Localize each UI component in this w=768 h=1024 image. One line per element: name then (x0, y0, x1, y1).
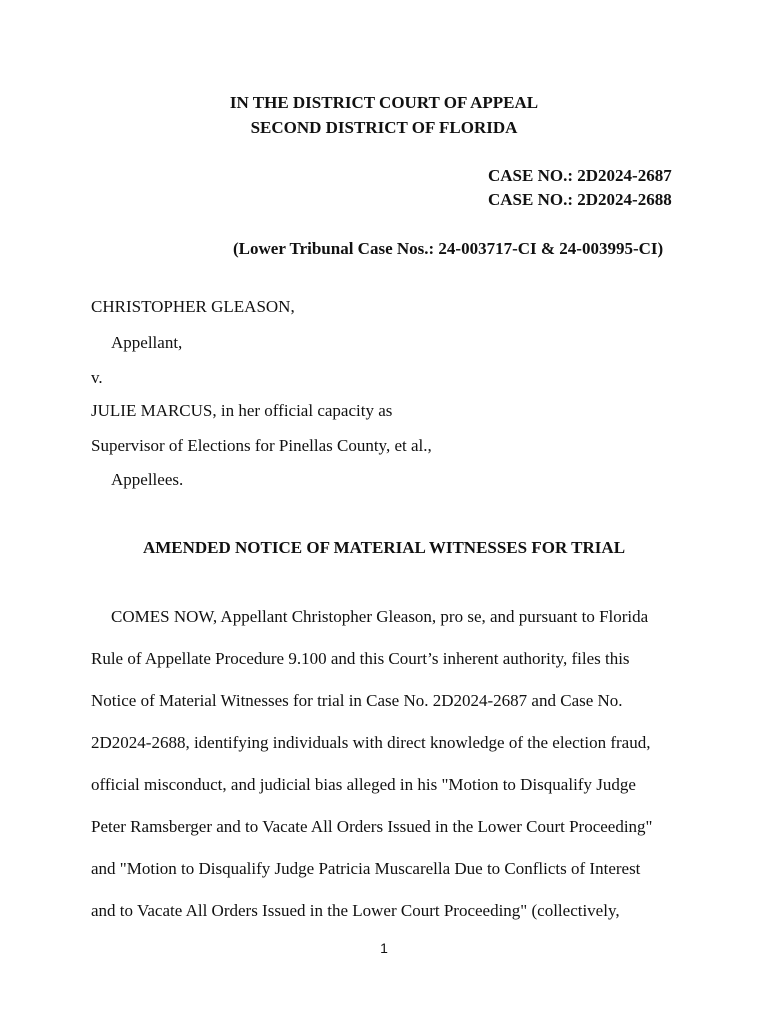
body-line: Peter Ramsberger and to Vacate All Orders Issued in the Lower Court Proceeding" (91, 817, 653, 836)
body-line: Notice of Material Witnesses for trial in Case No. 2D2024-2687 and Case No. (91, 691, 623, 710)
appellee-capacity: Supervisor of Elections for Pinellas County, et al., (91, 436, 432, 455)
case-number-2: CASE NO.: 2D2024-2688 (488, 190, 672, 209)
document-title: AMENDED NOTICE OF MATERIAL WITNESSES FOR TRIAL (142, 538, 626, 557)
body-line: and to Vacate All Orders Issued in the Lower Court Proceeding" (collectively, (91, 901, 620, 920)
appellant-name: CHRISTOPHER GLEASON, (91, 297, 295, 316)
body-line: 2D2024-2688, identifying individuals with direct knowledge of the election fraud, (91, 733, 651, 752)
body-line: official misconduct, and judicial bias alleged in his "Motion to Disqualify Judge (91, 775, 636, 794)
lower-tribunal-case-numbers: (Lower Tribunal Case Nos.: 24-003717-CI & 24-003995-CI) (233, 239, 664, 258)
body-line: Rule of Appellate Procedure 9.100 and this Court’s inherent authority, files this (91, 649, 630, 668)
versus: v. (91, 368, 103, 387)
court-name: IN THE DISTRICT COURT OF APPEAL (229, 93, 539, 112)
court-district: SECOND DISTRICT OF FLORIDA (250, 118, 518, 137)
body-line: COMES NOW, Appellant Christopher Gleason, pro se, and pursuant to Florida (111, 607, 649, 626)
case-number-1: CASE NO.: 2D2024-2687 (488, 166, 672, 185)
appellee-name: JULIE MARCUS, in her official capacity as (91, 401, 393, 420)
appellee-role: Appellees. (111, 470, 184, 489)
page-number: 1 (380, 940, 388, 956)
appellant-role: Appellant, (111, 333, 183, 352)
body-line: and "Motion to Disqualify Judge Patricia Muscarella Due to Conflicts of Interest (91, 859, 641, 878)
